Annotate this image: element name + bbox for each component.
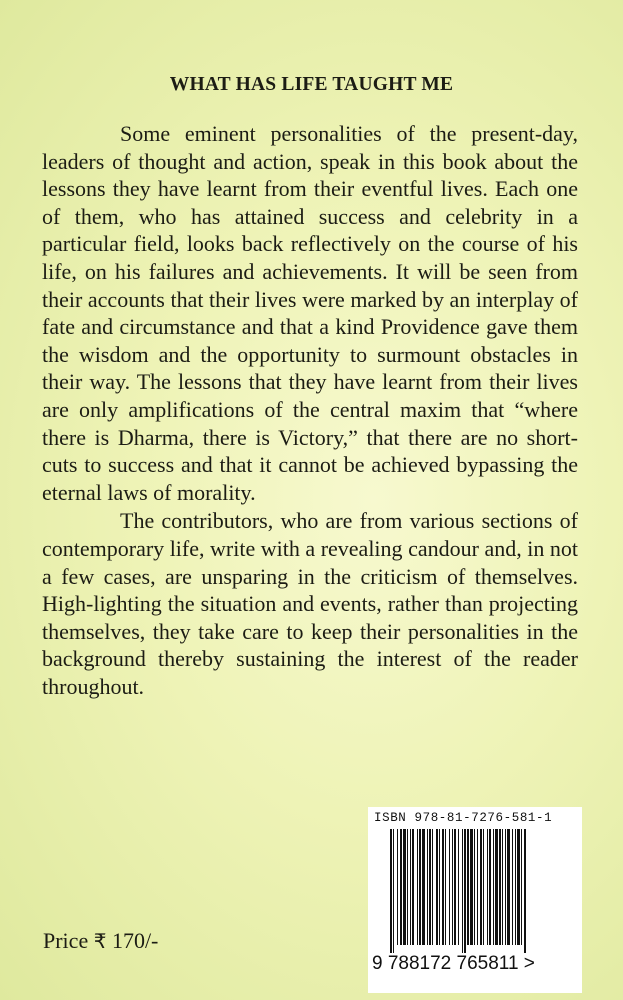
blurb-paragraph: The contributors, who are from various sections of contemporary life, write with a revealing candour and, in not a few cases, are unsparing in the criticism of themselves. High-lighting the situation and events, rather than projecting themselves, they take care to keep their personalities in the background thereby sustaining the interest of the reader throughout. — [42, 508, 578, 699]
price-word: Price — [43, 928, 89, 953]
barcode-digits: 9 788172 765811 > — [372, 953, 535, 974]
blurb-text — [42, 120, 578, 700]
price-amount: 170/- — [111, 928, 159, 953]
isbn-number: ISBN 978-81-7276-581-1 — [374, 811, 553, 825]
rupee-icon: ₹ — [93, 929, 107, 953]
isbn-barcode — [368, 807, 582, 993]
price-label — [43, 928, 158, 954]
blurb-paragraph: Some eminent personalities of the present-day, leaders of thought and action, speak in this book about the lessons they have learnt from their eventful lives. Each one of them, who has attained success and celebrity in a particular field, looks back reflectively on the course of his life, on his failures and achievements. It will be seen from their accounts that their lives were marked by an interplay of fate and circumstance and that a kind Providence gave them the wisdom and the opportunity to surmount obstacles in their way. The lessons that they have learnt from their lives are only amplifications of the central maxim that “where there is Dharma, there is Victory,” that there are no short-cuts to success and that it cannot be achieved bypassing the eternal laws of morality. — [42, 121, 578, 505]
book-title: WHAT HAS LIFE TAUGHT ME — [169, 74, 454, 95]
barcode-graphic — [368, 829, 582, 955]
